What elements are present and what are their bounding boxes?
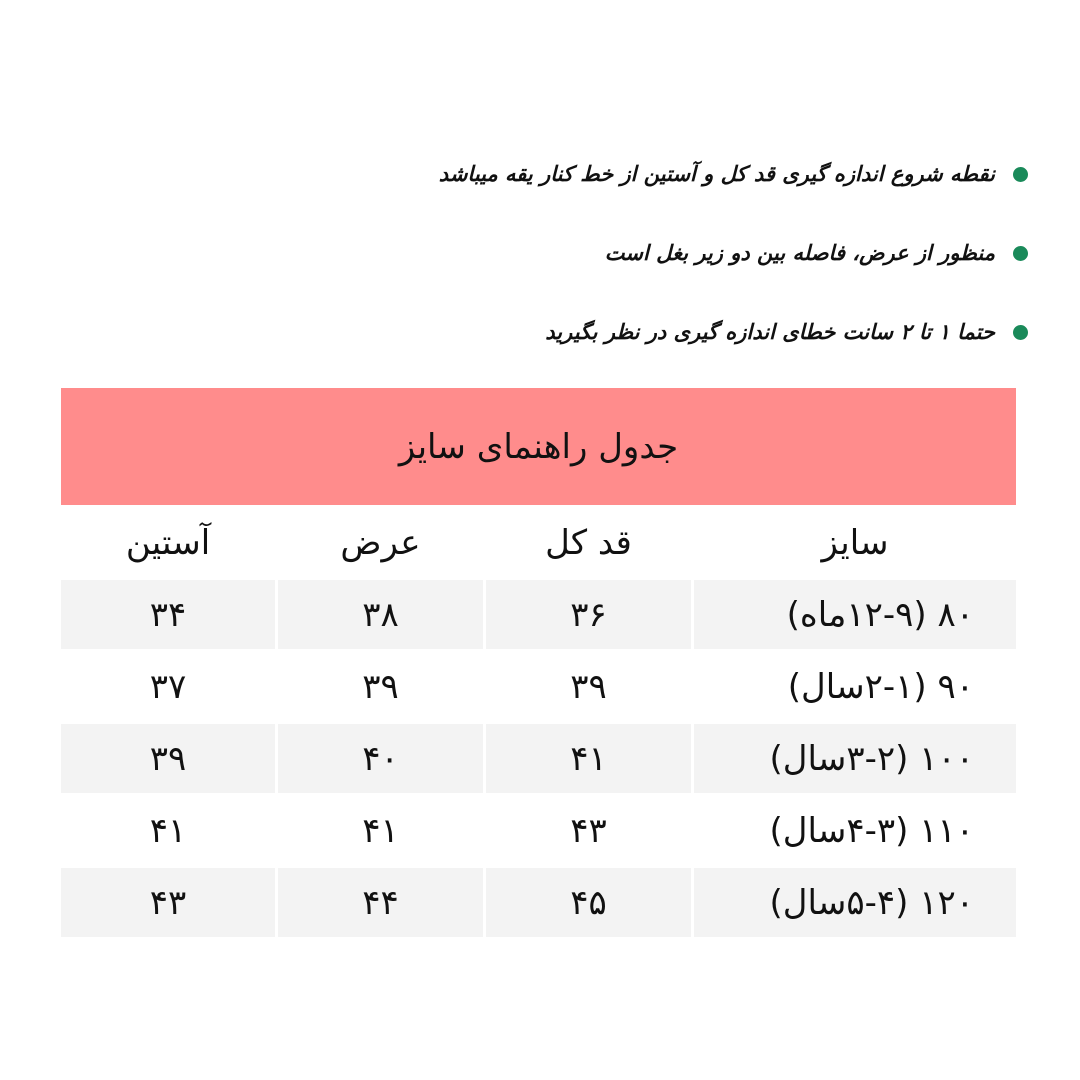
cell-size: ۱۲۰ (۵-۴سال) [694, 868, 1016, 937]
bullet-dot-icon [1013, 167, 1028, 182]
note-item [388, 229, 1028, 277]
note-text: منظور از عرض، فاصله بین دو زیر بغل است [604, 241, 995, 265]
cell-size: ۱۰۰ (۳-۲سال) [694, 724, 1016, 793]
cell-sleeve: ۳۷ [61, 652, 275, 721]
table-row [61, 724, 1016, 793]
table-header-row [61, 508, 1016, 577]
cell-width: ۳۸ [278, 580, 483, 649]
header-sleeve: آستین [61, 508, 275, 577]
cell-sleeve: ۳۴ [61, 580, 275, 649]
table-row [61, 796, 1016, 865]
note-item [388, 308, 1028, 356]
cell-height: ۴۳ [486, 796, 691, 865]
measurement-notes [388, 150, 1028, 387]
table-row [61, 868, 1016, 937]
note-text: نقطه شروع اندازه گیری قد کل و آستین از خط کنار یقه میباشد [438, 162, 995, 186]
cell-height: ۴۱ [486, 724, 691, 793]
cell-height: ۴۵ [486, 868, 691, 937]
cell-sleeve: ۴۳ [61, 868, 275, 937]
cell-sleeve: ۴۱ [61, 796, 275, 865]
header-size: سایز [694, 508, 1016, 577]
cell-size: ۱۱۰ (۴-۳سال) [694, 796, 1016, 865]
cell-width: ۴۴ [278, 868, 483, 937]
cell-sleeve: ۳۹ [61, 724, 275, 793]
header-height: قد کل [486, 508, 691, 577]
cell-size: ۸۰ (۱۲-۹ماه) [694, 580, 1016, 649]
cell-height: ۳۶ [486, 580, 691, 649]
cell-width: ۳۹ [278, 652, 483, 721]
cell-width: ۴۱ [278, 796, 483, 865]
table-title: جدول راهنمای سایز [61, 388, 1016, 505]
cell-width: ۴۰ [278, 724, 483, 793]
cell-height: ۳۹ [486, 652, 691, 721]
table-grid [61, 508, 1016, 937]
bullet-dot-icon [1013, 246, 1028, 261]
note-item [388, 150, 1028, 198]
header-width: عرض [278, 508, 483, 577]
size-guide-table [61, 388, 1016, 940]
bullet-dot-icon [1013, 325, 1028, 340]
cell-size: ۹۰ (۲-۱سال) [694, 652, 1016, 721]
table-row [61, 580, 1016, 649]
note-text: حتما ۱ تا ۲ سانت خطای اندازه گیری در نظر بگیرید [545, 320, 995, 344]
table-row [61, 652, 1016, 721]
